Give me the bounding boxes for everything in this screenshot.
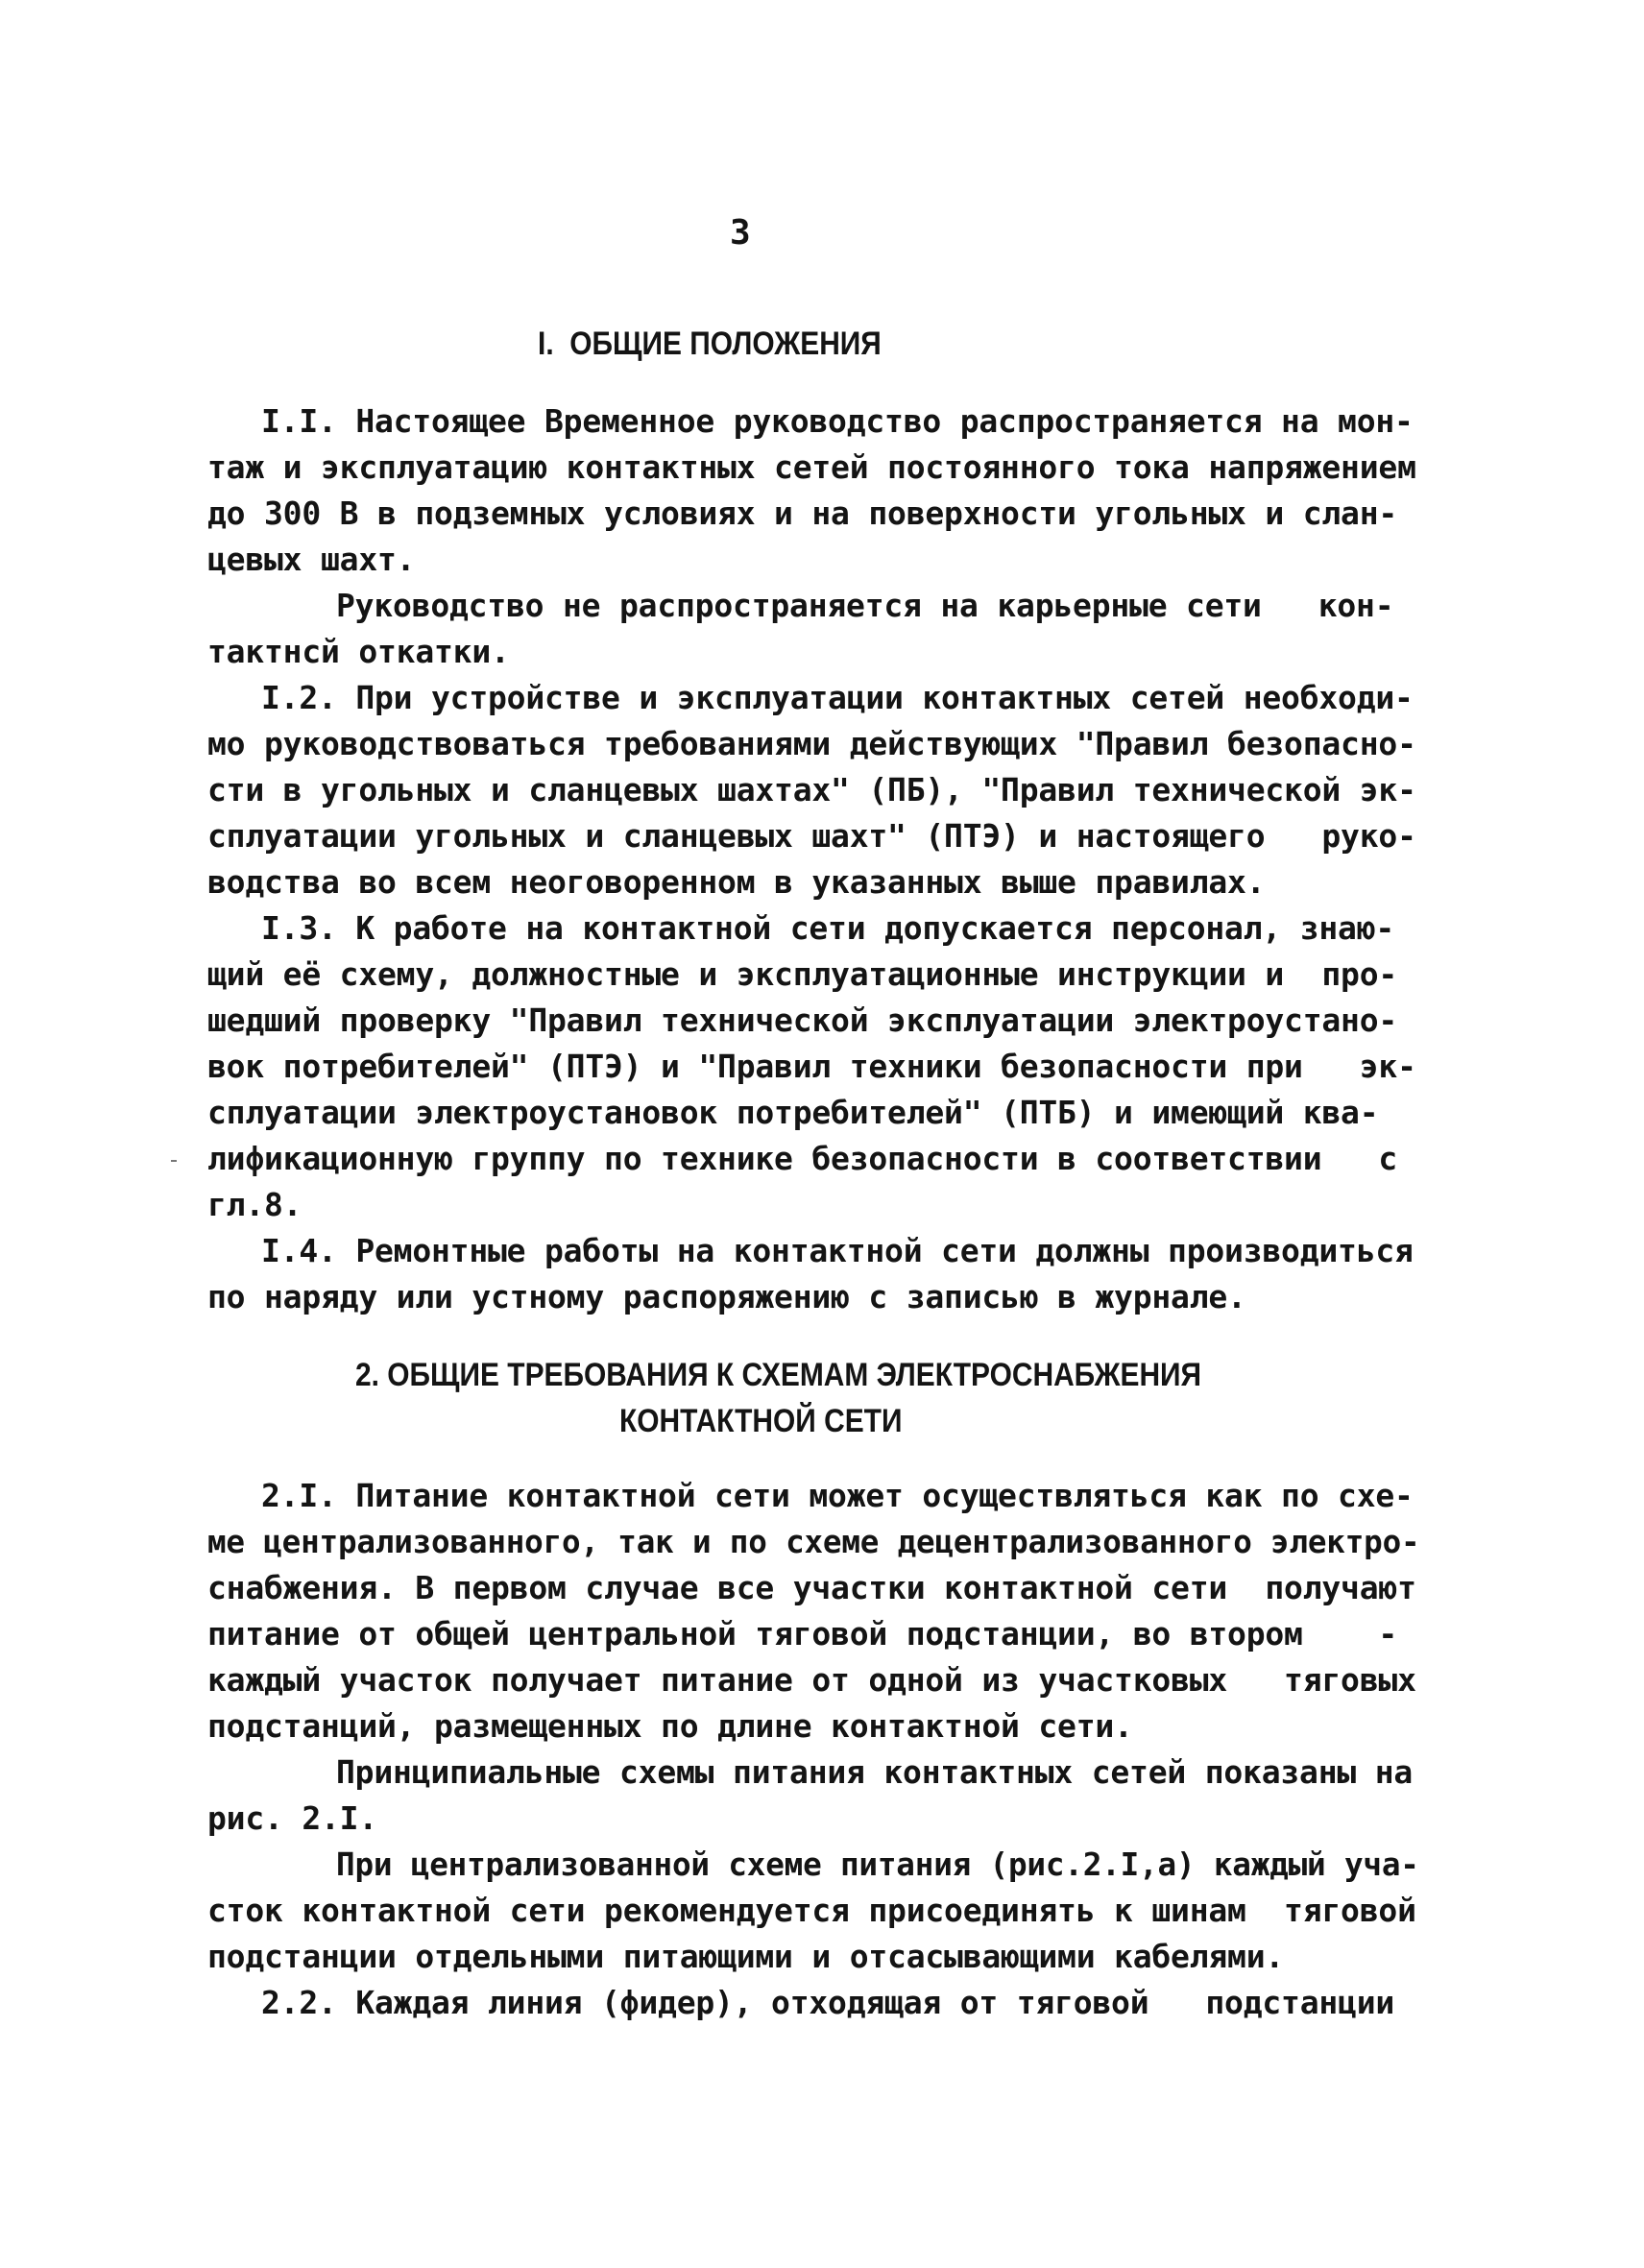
section-1-title: I. ОБЩИЕ ПОЛОЖЕНИЯ [538, 326, 882, 362]
section-2-title-line-1: 2. ОБЩИЕ ТРЕБОВАНИЯ К СХЕМАМ ЭЛЕКТРОСНАБЖЕНИЯ [355, 1357, 1202, 1393]
text-line: I.I. Настоящее Временное руководство распространяется на мон- [261, 402, 1414, 440]
text-line: I.4. Ремонтные работы на контактной сети должны производиться [261, 1232, 1414, 1269]
text-line: ме централизованного, так и по схеме децентрализованного электро- [207, 1523, 1420, 1560]
text-line: снабжения. В первом случае все участки контактной сети получают [207, 1569, 1416, 1606]
section-2-title-line-2: КОНТАКТНОЙ СЕТИ [619, 1403, 903, 1439]
text-line: Руководство не распространяется на карьерные сети кон- [336, 587, 1394, 624]
text-line: до 300 В в подземных условиях и на поверхности угольных и слан- [207, 495, 1398, 532]
text-line: I.2. При устройстве и эксплуатации контактных сетей необходи- [261, 679, 1414, 716]
scan-mark [171, 1160, 177, 1162]
text-line: цевых шахт. [207, 541, 416, 578]
text-line: 2.2. Каждая линия (фидер), отходящая от тяговой подстанции [261, 1984, 1395, 2021]
text-line: рис. 2.I. [207, 1799, 378, 1837]
text-line: сток контактной сети рекомендуется присоединять к шинам тяговой [207, 1892, 1416, 1929]
text-line: I.3. К работе на контактной сети допускается персонал, знаю- [261, 909, 1395, 947]
text-line: подстанций, размещенных по длине контактной сети. [207, 1707, 1133, 1745]
text-line: мо руководствоваться требованиями действующих "Правил безопасно- [207, 725, 1416, 762]
text-line: по наряду или устному распоряжению с записью в журнале. [207, 1278, 1246, 1315]
text-line: водства во всем неоговоренном в указанных выше правилах. [207, 863, 1266, 901]
text-line: щий её схему, должностные и эксплуатационные инструкции и про- [207, 955, 1398, 993]
text-line: таж и эксплуатацию контактных сетей постоянного тока напряжением [207, 448, 1416, 486]
text-line: питание от общей центральной тяговой подстанции, во втором - [207, 1615, 1398, 1653]
text-line: каждый участок получает питание от одной из участковых тяговых [207, 1661, 1416, 1699]
text-line: вок потребителей" (ПТЭ) и "Правил техники безопасности при эк- [207, 1048, 1416, 1085]
text-line: сплуатации угольных и сланцевых шахт" (ПТЭ) и настоящего руко- [207, 817, 1416, 855]
text-line: Принципиальные схемы питания контактных сетей показаны на [336, 1753, 1414, 1791]
text-line: подстанции отдельными питающими и отсасывающими кабелями. [207, 1938, 1285, 1975]
text-line: шедший проверку "Правил технической эксплуатации электроустано- [207, 1001, 1398, 1039]
text-line: тактнсй откатки. [207, 633, 510, 670]
text-line: сти в угольных и сланцевых шахтах" (ПБ), "Правил технической эк- [207, 771, 1416, 808]
text-line: лификационную группу по технике безопасности в соответствии с [207, 1140, 1398, 1177]
text-line: сплуатации электроустановок потребителей" (ПТБ) и имеющий ква- [207, 1094, 1379, 1131]
text-line: 2.I. Питание контактной сети может осуществляться как по схе- [261, 1477, 1414, 1514]
text-line: При централизованной схеме питания (рис.2.I,а) каждый уча- [336, 1846, 1419, 1883]
page-number: 3 [730, 213, 751, 253]
text-line: гл.8. [207, 1186, 302, 1223]
